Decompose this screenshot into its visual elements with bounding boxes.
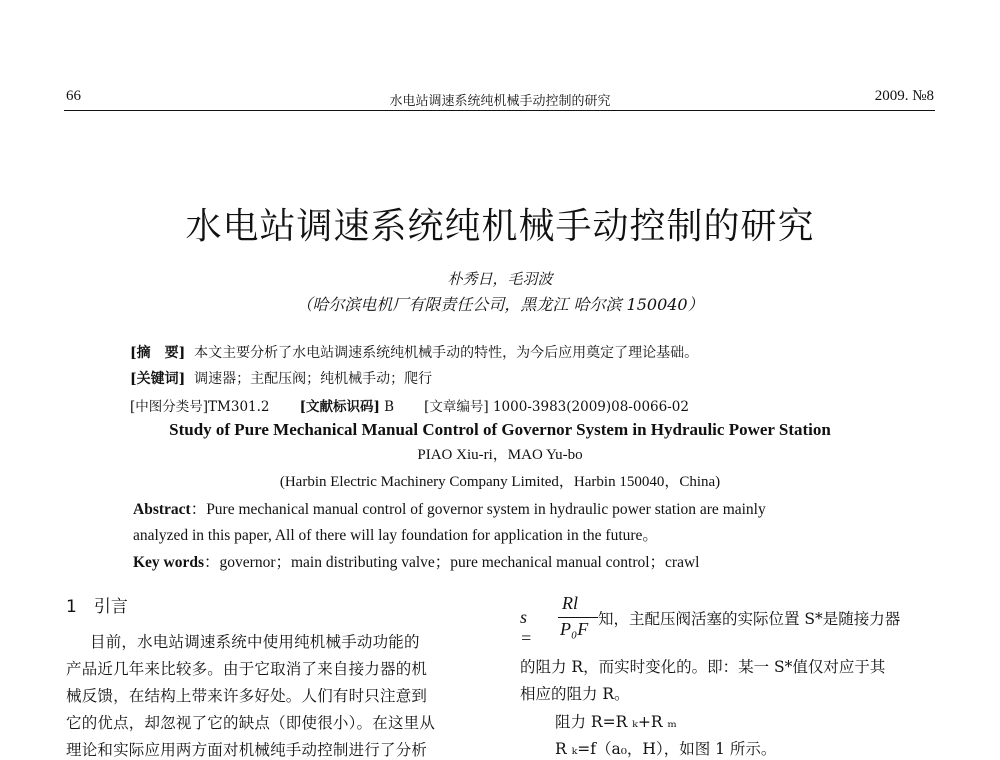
issue-number: 2009. №8 xyxy=(874,88,934,104)
keywords-cn xyxy=(130,368,432,388)
formula-numerator: Rl xyxy=(562,593,578,613)
running-title: 水电站调速系统纯机械手动控制的研究 xyxy=(389,94,611,109)
english-authors: PIAO Xiu-ri，MAO Yu-bo xyxy=(417,447,583,463)
body-line: R ₖ=f（a₀，H），如图 1 所示。 xyxy=(555,740,777,758)
authors: 朴秀日，毛羽波 xyxy=(447,270,553,288)
english-abstract-line-2: analyzed in this paper, All of there will lay foundation for application in the future。 xyxy=(133,527,658,544)
header-rule xyxy=(64,110,935,111)
english-abstract-line-1 xyxy=(133,497,766,519)
body-line: 的阻力 R，而实时变化的。即：某一 S*值仅对应于其 xyxy=(520,658,886,676)
abstract-cn-text: 本文主要分析了水电站调速系统纯机械手动的特性，为今后应用奠定了理论基础。 xyxy=(194,345,699,361)
paper-title: 水电站调速系统纯机械手动控制的研究 xyxy=(185,206,815,247)
section-heading: 1 引言 xyxy=(66,597,128,617)
english-keywords-label: Key words xyxy=(133,554,205,571)
keywords-cn-text: 调速器；主配压阀；纯机械手动；爬行 xyxy=(194,371,433,387)
abstract-cn-label: [摘 要] xyxy=(130,345,186,361)
english-title: Study of Pure Mechanical Manual Control of Governor System in Hydraulic Power Station xyxy=(169,420,831,439)
affiliation: （哈尔滨电机厂有限责任公司，黑龙江 哈尔滨 150040） xyxy=(296,295,704,314)
article-no-value: 1000-3983(2009)08-0066-02 xyxy=(492,399,689,415)
doc-code-value: B xyxy=(384,399,395,415)
fraction-bar xyxy=(558,617,598,618)
english-keywords xyxy=(133,550,699,572)
body-line: 理论和实际应用两方面对机械纯手动控制进行了分析 xyxy=(66,741,428,759)
clc-label: [中图分类号] xyxy=(130,399,209,415)
keywords-cn-label: [关键词] xyxy=(130,371,186,387)
article-no-label: [文章编号] xyxy=(424,399,489,415)
english-keywords-text: ：governor；main distributing valve；pure mechanical manual control；crawl xyxy=(204,554,700,571)
body-line: 知，主配压阀活塞的实际位置 S*是随接力器 xyxy=(598,610,901,628)
clc-value: TM301.2 xyxy=(208,399,270,415)
abstract-cn xyxy=(130,342,698,362)
doc-code-label: [文献标识码] xyxy=(299,399,380,415)
classification xyxy=(130,395,689,415)
page-number: 66 xyxy=(66,88,81,104)
body-line: 阻力 R=R ₖ+R ₘ xyxy=(555,713,677,731)
body-line: 相应的阻力 R。 xyxy=(520,685,630,703)
body-line: 械反馈，在结构上带来许多好处。人们有时只注意到 xyxy=(66,687,428,705)
formula-denominator: P₀F xyxy=(560,619,589,639)
body-line: 它的优点，却忽视了它的缺点（即使很小）。在这里从 xyxy=(66,714,436,732)
english-abstract-label: Abstract xyxy=(133,501,191,518)
english-affiliation: (Harbin Electric Machinery Company Limited，Harbin 150040，China) xyxy=(279,474,721,490)
body-line: 目前，水电站调速系统中使用纯机械手动功能的 xyxy=(90,633,420,651)
body-line: 产品近几年来比较多。由于它取消了来自接力器的机 xyxy=(66,660,428,678)
english-abstract-text-1: ：Pure mechanical manual control of governor system in hydraulic power station are mainly xyxy=(190,501,766,518)
formula-lhs: s = xyxy=(520,607,533,648)
